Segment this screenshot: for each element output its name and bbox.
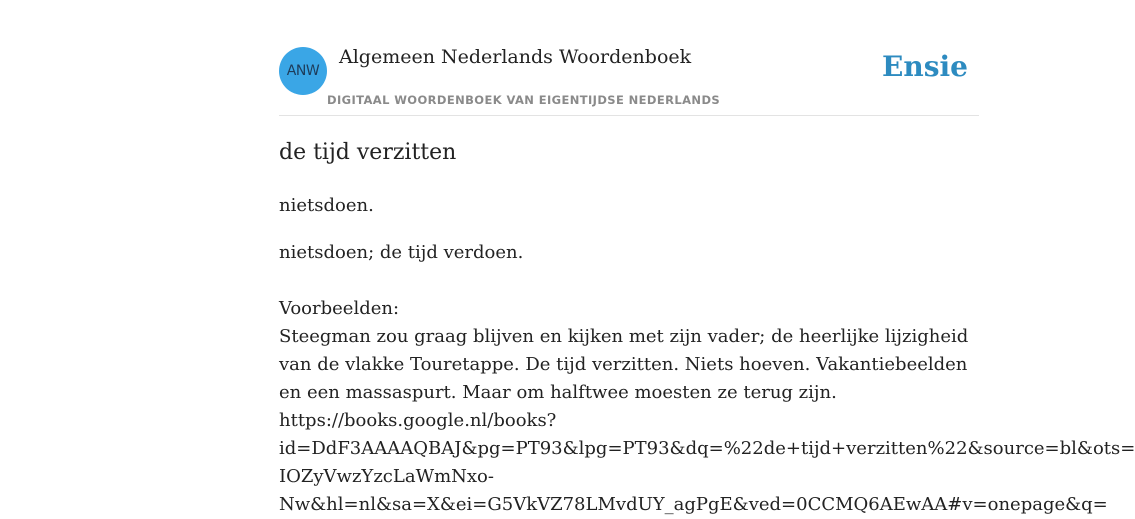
definition-2: nietsdoen; de tijd verdoen.	[279, 242, 524, 263]
example-text: Steegman zou graag blijven en kijken met zijn vader; de heerlijke lijzigheid van de vlakke Touretappe. De tijd verzitten. Niets hoeven. Vakantiebeelden en een massaspurt. Maar om halftwee moesten ze terug zijn.	[279, 326, 969, 403]
site-subtitle: DIGITAAL WOORDENBOEK VAN EIGENTIJDSE NEDERLANDS	[327, 93, 721, 107]
source-url-line-4[interactable]: Nw&hl=nl&sa=X&ei=G5VkVZ78LMvdUY_agPgE&ved=0CCMQ6AEwAA#v=onepage&q=	[279, 494, 1108, 515]
source-url-line-1[interactable]: https://books.google.nl/books?	[279, 410, 557, 431]
anw-logo-text: ANW	[286, 63, 320, 79]
definition-1: nietsdoen.	[279, 195, 374, 216]
site-title[interactable]: Algemeen Nederlands Woordenboek	[339, 46, 692, 68]
entry-term: de tijd verzitten	[279, 140, 457, 165]
source-url-line-3[interactable]: IOZyVwzYzcLaWmNxo-	[279, 466, 494, 487]
examples-section	[279, 295, 1135, 515]
ensie-brand-logo[interactable]: Ensie	[882, 50, 968, 83]
header-divider	[279, 115, 979, 116]
examples-heading: Voorbeelden:	[279, 298, 400, 319]
anw-logo[interactable]	[279, 47, 327, 95]
source-url-line-2[interactable]: id=DdF3AAAAQBAJ&pg=PT93&lpg=PT93&dq=%22de+tijd+verzitten%22&source=bl&ots=	[279, 438, 1135, 459]
